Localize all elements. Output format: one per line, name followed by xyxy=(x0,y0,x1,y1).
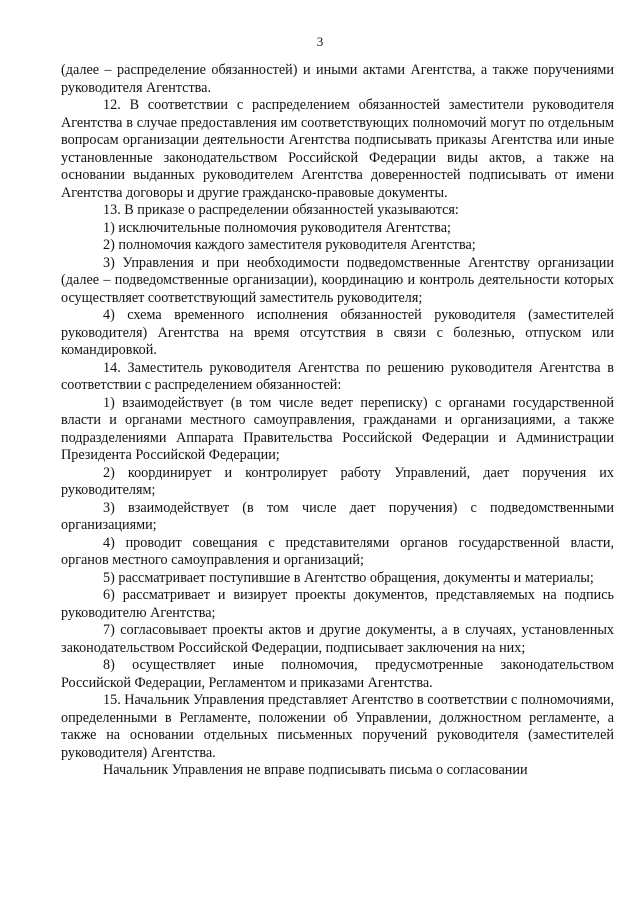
paragraph-13-item-1: 1) исключительные полномочия руководителя Агентства; xyxy=(103,219,451,236)
document-body xyxy=(61,62,614,780)
paragraph-15: 15. Начальник Управления представляет Агентство в соответствии с полномочиями, определенными в Регламенте, положении об Управлении, должностном регламенте, а также на основании отдельных письменных поручений руководителя (заместителей руководителя) Агентства. xyxy=(61,692,614,761)
paragraph-14-item-7: 7) согласовывает проекты актов и другие документы, а в случаях, установленных законодательством Российской Федерации, подписывает заключения на них; xyxy=(61,622,614,656)
paragraph-14-item-6: 6) рассматривает и визирует проекты документов, представляемых на подпись руководителю Агентства; xyxy=(61,587,614,621)
paragraph-14-item-1: 1) взаимодействует (в том числе ведет переписку) с органами государственной власти и органами местного самоуправления, гражданами и организациями, а также подразделениями Аппарата Правительства Российской Федерации и Администрации Президента Российской Федерации; xyxy=(61,394,614,463)
paragraph-14-item-2: 2) координирует и контролирует работу Управлений, дает поручения их руководителям; xyxy=(61,464,614,498)
paragraph-continuation: (далее – распределение обязанностей) и иными актами Агентства, а также поручениями руководителя Агентства. xyxy=(61,62,614,96)
paragraph-14: 14. Заместитель руководителя Агентства по решению руководителя Агентства в соответствии с распределением обязанностей: xyxy=(61,359,614,393)
paragraph-13: 13. В приказе о распределении обязанностей указываются: xyxy=(103,202,459,218)
paragraph-13-item-2: 2) полномочия каждого заместителя руководителя Агентства; xyxy=(103,237,476,253)
paragraph-14-item-8: 8) осуществляет иные полномочия, предусмотренные законодательством Российской Федерации, Регламентом и приказами Агентства. xyxy=(61,657,614,691)
page-number: 3 xyxy=(316,34,324,49)
paragraph-14-item-4: 4) проводит совещания с представителями органов государственной власти, органов местного самоуправления и организаций; xyxy=(61,534,614,568)
paragraph-14-item-5: 5) рассматривает поступившие в Агентство обращения, документы и материалы; xyxy=(103,569,594,586)
paragraph-12: 12. В соответствии с распределением обязанностей заместители руководителя Агентства в случае предоставления им соответствующих полномочий могут по отдельным вопросам организации деятельности Агентства подписывать приказы Агентства или иные установленные законодательством Российской Федерации виды актов, а также на основании выданных руководителем Агентства доверенностей подписывать от имени Агентства договоры и другие гражданско-правовые документы. xyxy=(61,97,614,201)
paragraph-13-item-4: 4) схема временного исполнения обязанностей руководителя (заместителей руководителя) Агентства на время отсутствия в связи с болезнью, отпуском или командировкой. xyxy=(61,307,614,358)
paragraph-14-item-3: 3) взаимодействует (в том числе дает поручения) с подведомственными организациями; xyxy=(61,499,614,533)
paragraph-15-continuation: Начальник Управления не вправе подписывать письма о согласовании xyxy=(103,762,528,778)
paragraph-13-item-3: 3) Управления и при необходимости подведомственные Агентству организации (далее – подведомственные организации), координацию и контроль деятельности которых осуществляет соответствующий заместитель руководителя; xyxy=(61,254,614,306)
